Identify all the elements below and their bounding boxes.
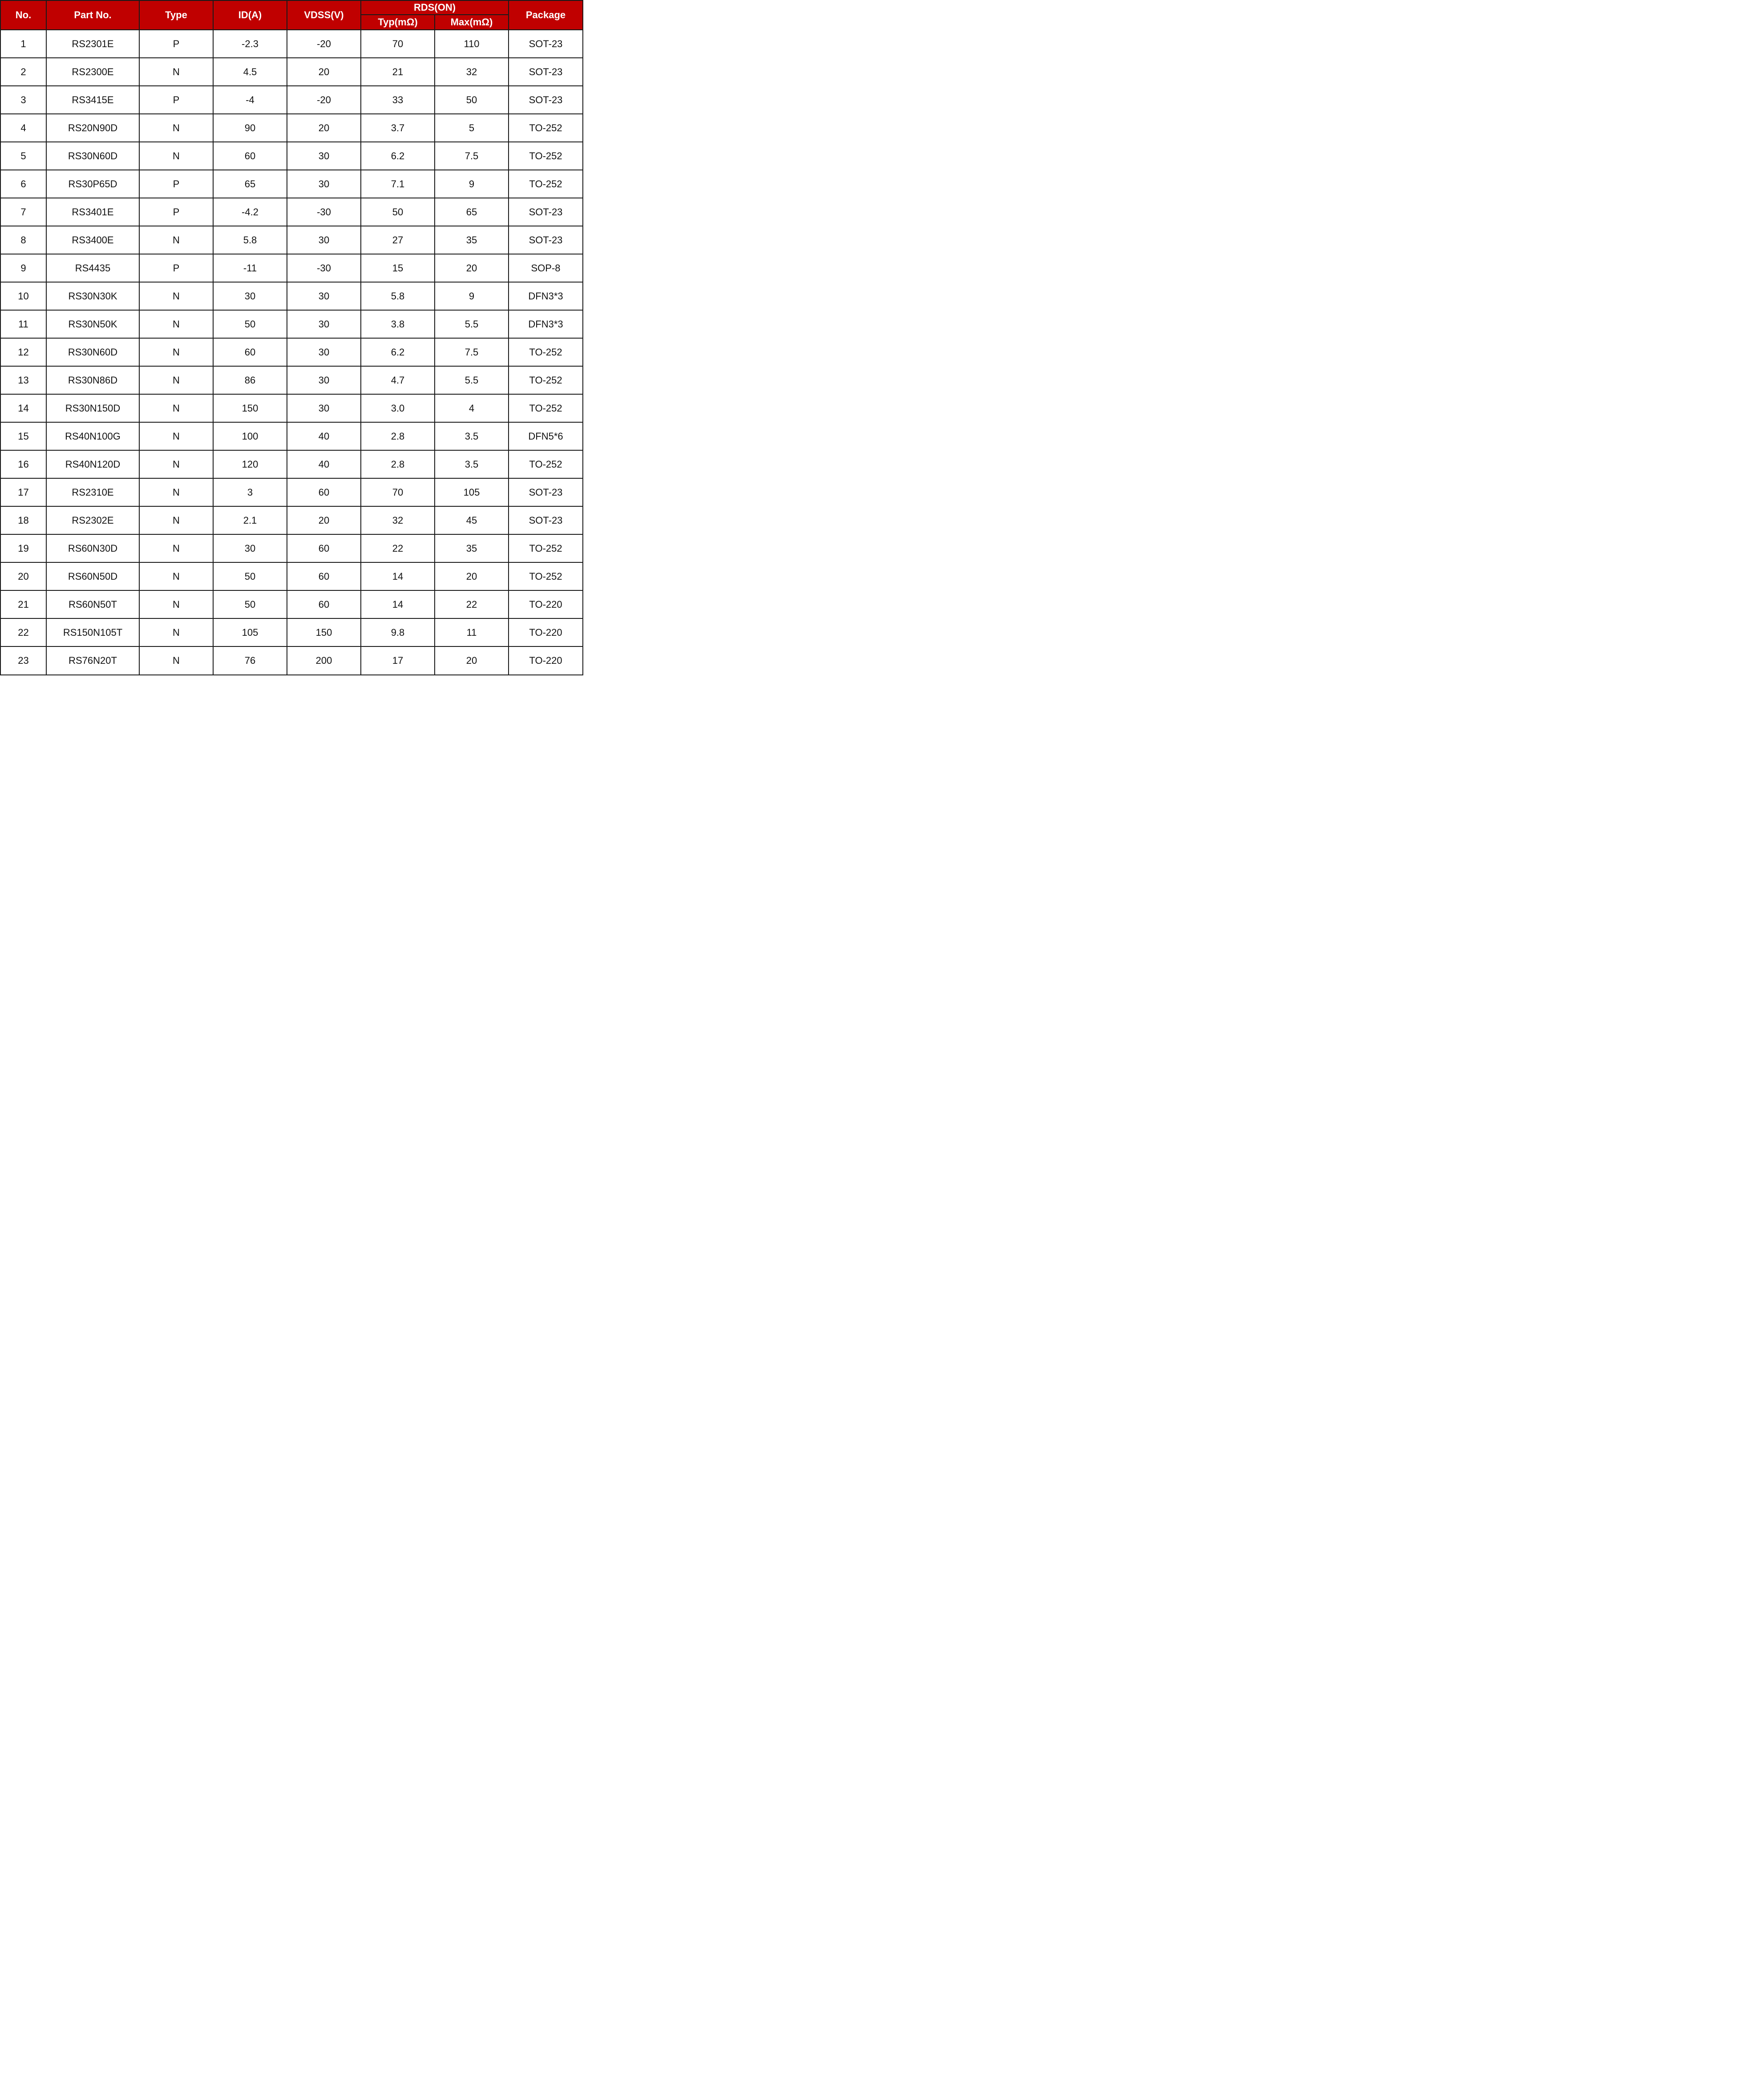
cell-id: 3 [213, 478, 287, 506]
cell-rds-max: 32 [435, 58, 509, 86]
cell-rds-typ: 3.0 [361, 394, 435, 422]
cell-rds-max: 9 [435, 282, 509, 310]
cell-vdss: 150 [287, 618, 361, 646]
table-row [0, 170, 583, 198]
cell-vdss: 30 [287, 142, 361, 170]
cell-part-no: RS4435 [46, 254, 139, 282]
cell-rds-typ: 2.8 [361, 450, 435, 478]
table-row [0, 618, 583, 646]
cell-part-no: RS2310E [46, 478, 139, 506]
cell-rds-max: 45 [435, 506, 509, 534]
cell-no: 1 [0, 30, 46, 58]
cell-no: 18 [0, 506, 46, 534]
cell-no: 20 [0, 562, 46, 590]
cell-rds-typ: 5.8 [361, 282, 435, 310]
cell-vdss: -30 [287, 254, 361, 282]
cell-rds-typ: 50 [361, 198, 435, 226]
table-row [0, 450, 583, 478]
table-header [0, 0, 583, 30]
table-row [0, 226, 583, 254]
cell-rds-max: 5.5 [435, 366, 509, 394]
cell-rds-typ: 9.8 [361, 618, 435, 646]
cell-vdss: -30 [287, 198, 361, 226]
cell-type: N [139, 282, 213, 310]
cell-package: TO-252 [509, 450, 583, 478]
cell-id: 30 [213, 534, 287, 562]
cell-id: 65 [213, 170, 287, 198]
table-row [0, 394, 583, 422]
cell-package: TO-252 [509, 170, 583, 198]
table-row [0, 534, 583, 562]
cell-rds-typ: 70 [361, 478, 435, 506]
header-rds-typ: Typ(mΩ) [361, 15, 435, 30]
header-rds-on: RDS(ON) [361, 0, 509, 15]
cell-vdss: 30 [287, 310, 361, 338]
cell-no: 16 [0, 450, 46, 478]
cell-rds-max: 4 [435, 394, 509, 422]
cell-rds-typ: 17 [361, 646, 435, 675]
cell-vdss: 60 [287, 562, 361, 590]
cell-id: 50 [213, 310, 287, 338]
cell-rds-max: 50 [435, 86, 509, 114]
cell-rds-typ: 7.1 [361, 170, 435, 198]
cell-rds-typ: 32 [361, 506, 435, 534]
cell-type: N [139, 310, 213, 338]
cell-vdss: 60 [287, 590, 361, 618]
table-row [0, 478, 583, 506]
cell-rds-max: 7.5 [435, 142, 509, 170]
cell-part-no: RS2302E [46, 506, 139, 534]
cell-vdss: 20 [287, 58, 361, 86]
cell-package: SOT-23 [509, 86, 583, 114]
table-row [0, 30, 583, 58]
cell-part-no: RS3400E [46, 226, 139, 254]
cell-package: TO-252 [509, 142, 583, 170]
table-row [0, 198, 583, 226]
cell-no: 19 [0, 534, 46, 562]
cell-part-no: RS20N90D [46, 114, 139, 142]
cell-type: N [139, 562, 213, 590]
cell-part-no: RS30N150D [46, 394, 139, 422]
cell-rds-typ: 3.8 [361, 310, 435, 338]
cell-type: N [139, 450, 213, 478]
cell-rds-typ: 15 [361, 254, 435, 282]
table-row [0, 562, 583, 590]
cell-part-no: RS2301E [46, 30, 139, 58]
cell-id: 2.1 [213, 506, 287, 534]
cell-rds-typ: 6.2 [361, 338, 435, 366]
cell-rds-typ: 70 [361, 30, 435, 58]
cell-no: 13 [0, 366, 46, 394]
cell-rds-max: 20 [435, 646, 509, 675]
table-row [0, 58, 583, 86]
cell-part-no: RS30P65D [46, 170, 139, 198]
cell-type: N [139, 478, 213, 506]
cell-package: TO-220 [509, 618, 583, 646]
cell-no: 8 [0, 226, 46, 254]
cell-rds-typ: 6.2 [361, 142, 435, 170]
cell-type: N [139, 142, 213, 170]
cell-type: N [139, 422, 213, 450]
cell-rds-typ: 14 [361, 590, 435, 618]
cell-vdss: 30 [287, 338, 361, 366]
cell-rds-typ: 2.8 [361, 422, 435, 450]
cell-no: 10 [0, 282, 46, 310]
cell-package: TO-220 [509, 590, 583, 618]
table-body [0, 30, 583, 675]
cell-package: SOT-23 [509, 478, 583, 506]
table-row [0, 254, 583, 282]
cell-vdss: 30 [287, 226, 361, 254]
cell-package: DFN3*3 [509, 310, 583, 338]
table-row [0, 646, 583, 675]
cell-package: SOT-23 [509, 198, 583, 226]
cell-vdss: 40 [287, 450, 361, 478]
cell-no: 6 [0, 170, 46, 198]
table-row [0, 114, 583, 142]
cell-rds-max: 20 [435, 254, 509, 282]
mosfet-spec-table [0, 0, 583, 675]
cell-id: 50 [213, 590, 287, 618]
cell-vdss: 30 [287, 170, 361, 198]
cell-part-no: RS30N60D [46, 142, 139, 170]
cell-vdss: 20 [287, 114, 361, 142]
cell-id: 150 [213, 394, 287, 422]
cell-id: -4 [213, 86, 287, 114]
table-row [0, 366, 583, 394]
cell-type: N [139, 506, 213, 534]
cell-rds-typ: 4.7 [361, 366, 435, 394]
header-vdss: VDSS(V) [287, 0, 361, 30]
cell-no: 9 [0, 254, 46, 282]
cell-no: 7 [0, 198, 46, 226]
cell-rds-typ: 27 [361, 226, 435, 254]
cell-id: -11 [213, 254, 287, 282]
cell-package: TO-252 [509, 338, 583, 366]
cell-type: N [139, 590, 213, 618]
cell-rds-max: 11 [435, 618, 509, 646]
cell-part-no: RS30N60D [46, 338, 139, 366]
cell-rds-typ: 14 [361, 562, 435, 590]
cell-rds-typ: 22 [361, 534, 435, 562]
cell-rds-max: 3.5 [435, 422, 509, 450]
cell-id: 86 [213, 366, 287, 394]
cell-rds-max: 105 [435, 478, 509, 506]
cell-package: TO-252 [509, 534, 583, 562]
cell-rds-max: 65 [435, 198, 509, 226]
header-part-no: Part No. [46, 0, 139, 30]
cell-no: 14 [0, 394, 46, 422]
cell-id: -4.2 [213, 198, 287, 226]
table-row [0, 506, 583, 534]
cell-part-no: RS30N50K [46, 310, 139, 338]
header-no: No. [0, 0, 46, 30]
cell-type: N [139, 366, 213, 394]
cell-package: SOT-23 [509, 30, 583, 58]
cell-vdss: -20 [287, 30, 361, 58]
cell-rds-max: 35 [435, 534, 509, 562]
cell-package: SOT-23 [509, 58, 583, 86]
cell-part-no: RS76N20T [46, 646, 139, 675]
header-package: Package [509, 0, 583, 30]
cell-rds-max: 9 [435, 170, 509, 198]
cell-type: P [139, 30, 213, 58]
table-row [0, 142, 583, 170]
cell-no: 11 [0, 310, 46, 338]
cell-no: 15 [0, 422, 46, 450]
cell-package: TO-252 [509, 394, 583, 422]
cell-part-no: RS30N30K [46, 282, 139, 310]
cell-vdss: 30 [287, 366, 361, 394]
cell-package: TO-252 [509, 366, 583, 394]
cell-rds-max: 35 [435, 226, 509, 254]
cell-type: N [139, 534, 213, 562]
cell-rds-max: 22 [435, 590, 509, 618]
cell-no: 22 [0, 618, 46, 646]
cell-package: SOP-8 [509, 254, 583, 282]
cell-vdss: 30 [287, 394, 361, 422]
cell-part-no: RS150N105T [46, 618, 139, 646]
table-row [0, 86, 583, 114]
cell-no: 3 [0, 86, 46, 114]
cell-part-no: RS60N50T [46, 590, 139, 618]
cell-vdss: 60 [287, 534, 361, 562]
cell-rds-typ: 21 [361, 58, 435, 86]
cell-part-no: RS40N100G [46, 422, 139, 450]
cell-vdss: -20 [287, 86, 361, 114]
cell-part-no: RS40N120D [46, 450, 139, 478]
cell-part-no: RS3415E [46, 86, 139, 114]
cell-id: 4.5 [213, 58, 287, 86]
cell-rds-max: 3.5 [435, 450, 509, 478]
cell-part-no: RS2300E [46, 58, 139, 86]
cell-rds-max: 110 [435, 30, 509, 58]
cell-rds-max: 20 [435, 562, 509, 590]
cell-no: 23 [0, 646, 46, 675]
cell-rds-max: 7.5 [435, 338, 509, 366]
cell-id: 30 [213, 282, 287, 310]
cell-no: 2 [0, 58, 46, 86]
cell-no: 21 [0, 590, 46, 618]
cell-no: 4 [0, 114, 46, 142]
cell-vdss: 40 [287, 422, 361, 450]
cell-package: SOT-23 [509, 506, 583, 534]
cell-type: P [139, 198, 213, 226]
cell-vdss: 20 [287, 506, 361, 534]
cell-no: 5 [0, 142, 46, 170]
header-type: Type [139, 0, 213, 30]
cell-part-no: RS3401E [46, 198, 139, 226]
cell-id: 90 [213, 114, 287, 142]
cell-package: TO-252 [509, 114, 583, 142]
cell-type: N [139, 58, 213, 86]
cell-rds-typ: 3.7 [361, 114, 435, 142]
table-row [0, 310, 583, 338]
cell-rds-typ: 33 [361, 86, 435, 114]
cell-type: N [139, 646, 213, 675]
cell-type: P [139, 254, 213, 282]
table-row [0, 422, 583, 450]
cell-id: 120 [213, 450, 287, 478]
cell-id: 60 [213, 338, 287, 366]
cell-no: 17 [0, 478, 46, 506]
cell-type: N [139, 338, 213, 366]
cell-vdss: 30 [287, 282, 361, 310]
cell-type: N [139, 226, 213, 254]
cell-id: 76 [213, 646, 287, 675]
cell-package: TO-252 [509, 562, 583, 590]
cell-part-no: RS60N30D [46, 534, 139, 562]
cell-rds-max: 5.5 [435, 310, 509, 338]
table-row [0, 590, 583, 618]
cell-id: 60 [213, 142, 287, 170]
cell-id: 105 [213, 618, 287, 646]
cell-part-no: RS60N50D [46, 562, 139, 590]
cell-package: DFN3*3 [509, 282, 583, 310]
cell-rds-max: 5 [435, 114, 509, 142]
cell-id: 5.8 [213, 226, 287, 254]
header-rds-max: Max(mΩ) [435, 15, 509, 30]
cell-package: DFN5*6 [509, 422, 583, 450]
cell-type: N [139, 114, 213, 142]
table-row [0, 338, 583, 366]
cell-package: TO-220 [509, 646, 583, 675]
cell-id: 100 [213, 422, 287, 450]
cell-type: N [139, 394, 213, 422]
cell-part-no: RS30N86D [46, 366, 139, 394]
cell-package: SOT-23 [509, 226, 583, 254]
cell-type: P [139, 86, 213, 114]
cell-type: N [139, 618, 213, 646]
cell-vdss: 60 [287, 478, 361, 506]
table-row [0, 282, 583, 310]
cell-id: -2.3 [213, 30, 287, 58]
cell-no: 12 [0, 338, 46, 366]
header-id: ID(A) [213, 0, 287, 30]
cell-type: P [139, 170, 213, 198]
cell-vdss: 200 [287, 646, 361, 675]
cell-id: 50 [213, 562, 287, 590]
